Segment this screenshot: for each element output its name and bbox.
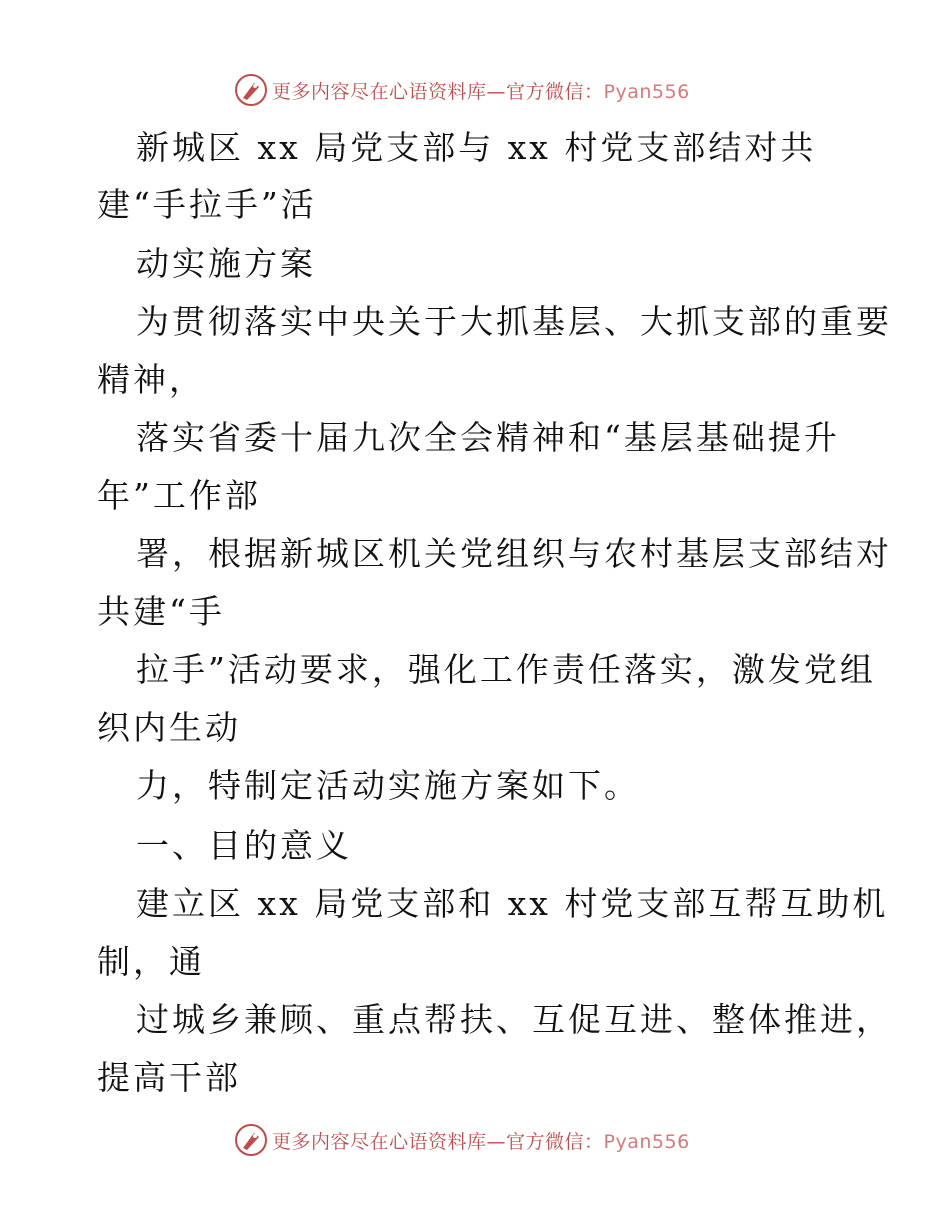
watermark-wechat-id: Pyan556 [603,80,690,103]
paragraph-line: 精神， [97,360,205,399]
paragraph-line: 提高干部 [97,1058,241,1097]
paragraph-line: 制，通 [97,942,205,981]
watermark-text: 更多内容尽在心语资料库—官方微信：Pyan556 [272,1130,690,1153]
section-heading: 一、目的意义 [136,826,352,865]
watermark-text: 更多内容尽在心语资料库—官方微信：Pyan556 [272,80,690,103]
paragraph-line: 年”工作部 [97,476,261,515]
title-line-1: 新城区 xx 局党支部与 xx 村党支部结对共 [136,128,817,167]
paragraph-line: 落实省委十届九次全会精神和“基层基础提升 [136,418,840,457]
pen-nib-icon [234,1123,268,1157]
watermark-wechat-id: Pyan556 [603,1130,690,1153]
paragraph-line: 为贯彻落实中央关于大抓基层、大抓支部的重要 [136,302,892,341]
watermark-header [234,72,690,108]
paragraph-line: 织内生动 [97,708,241,747]
pen-nib-icon [234,73,268,107]
paragraph-line: 共建“手 [97,592,225,631]
paragraph-line: 拉手”活动要求，强化工作责任落实，激发党组 [136,650,876,689]
paragraph-line: 过城乡兼顾、重点帮扶、互促互进、整体推进， [136,1000,892,1039]
title-line-3: 动实施方案 [136,244,316,283]
paragraph-line: 署，根据新城区机关党组织与农村基层支部结对 [136,534,892,573]
paragraph-line: 力，特制定活动实施方案如下。 [136,766,640,805]
paragraph-line: 建立区 xx 局党支部和 xx 村党支部互帮互助机 [136,884,889,923]
title-line-2: 建“手拉手”活 [97,185,317,224]
watermark-footer [234,1122,690,1158]
